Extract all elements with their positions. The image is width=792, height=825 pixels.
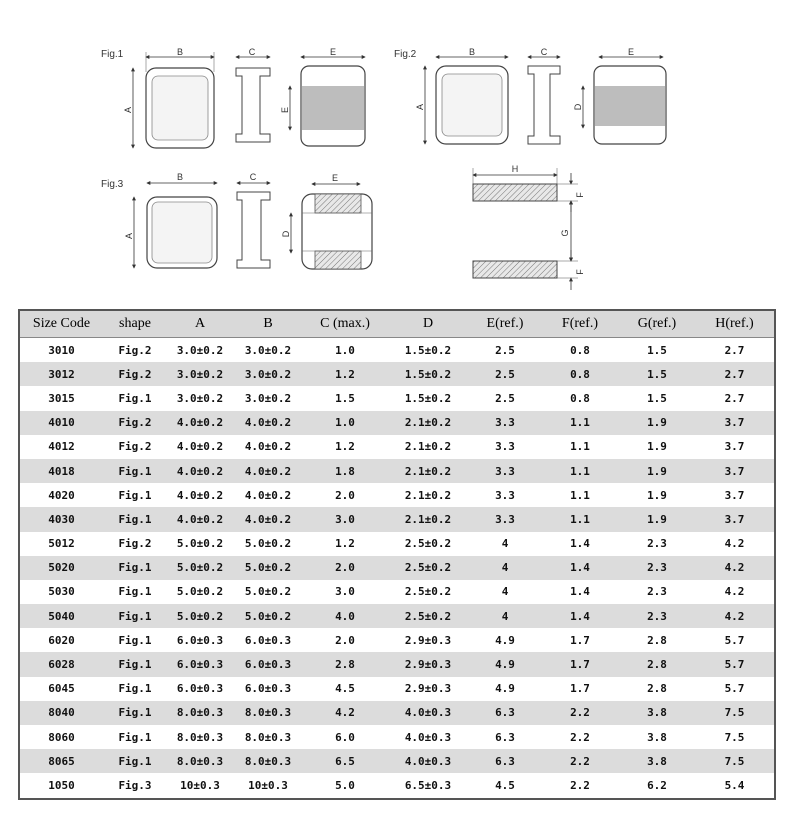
cell-c: 6.0 — [303, 725, 387, 749]
fig2-side-view — [528, 66, 560, 144]
table-row — [19, 507, 775, 531]
fig3-drawing — [101, 172, 372, 269]
spec-table — [18, 309, 776, 800]
cell-e: 4.5 — [469, 773, 541, 798]
cell-shape: Fig.1 — [103, 725, 167, 749]
cell-h: 2.7 — [695, 338, 775, 363]
cell-e: 3.3 — [469, 435, 541, 459]
cell-h: 7.5 — [695, 725, 775, 749]
cell-a: 3.0±0.2 — [167, 362, 233, 386]
cell-e: 4.9 — [469, 628, 541, 652]
cell-e: 4.9 — [469, 652, 541, 676]
cell-g: 2.3 — [619, 580, 695, 604]
cell-a: 3.0±0.2 — [167, 338, 233, 363]
cell-shape: Fig.2 — [103, 362, 167, 386]
cell-c: 3.0 — [303, 580, 387, 604]
cell-h: 3.7 — [695, 483, 775, 507]
fig2-dim-b: B — [468, 47, 476, 57]
cell-c: 1.0 — [303, 411, 387, 435]
table-row — [19, 701, 775, 725]
bottom-pad — [473, 261, 557, 278]
table-row — [19, 725, 775, 749]
cell-g: 1.9 — [619, 411, 695, 435]
fig1-dim-side: E — [280, 106, 290, 114]
col-header-f: F(ref.) — [541, 310, 619, 338]
cell-f: 0.8 — [541, 338, 619, 363]
pad-dim-f-top: F — [575, 192, 585, 198]
cell-h: 5.7 — [695, 628, 775, 652]
cell-c: 4.5 — [303, 677, 387, 701]
cell-f: 1.4 — [541, 604, 619, 628]
cell-e: 6.3 — [469, 701, 541, 725]
table-row — [19, 386, 775, 410]
cell-c: 1.0 — [303, 338, 387, 363]
cell-c: 6.5 — [303, 749, 387, 773]
fig2-drawing — [394, 47, 666, 144]
cell-shape: Fig.1 — [103, 556, 167, 580]
cell-c: 4.0 — [303, 604, 387, 628]
cell-e: 4.9 — [469, 677, 541, 701]
cell-size-code: 8065 — [19, 749, 103, 773]
cell-a: 10±0.3 — [167, 773, 233, 798]
table-row — [19, 749, 775, 773]
cell-a: 4.0±0.2 — [167, 483, 233, 507]
fig3-dim-d: D — [281, 230, 291, 238]
cell-shape: Fig.1 — [103, 580, 167, 604]
cell-g: 6.2 — [619, 773, 695, 798]
table-row — [19, 338, 775, 363]
cell-d: 4.0±0.3 — [387, 725, 469, 749]
cell-f: 1.7 — [541, 677, 619, 701]
cell-b: 3.0±0.2 — [233, 362, 303, 386]
cell-h: 5.4 — [695, 773, 775, 798]
cell-h: 3.7 — [695, 435, 775, 459]
land-pattern-drawing — [473, 164, 585, 290]
cell-a: 4.0±0.2 — [167, 507, 233, 531]
table-row — [19, 677, 775, 701]
cell-c: 1.2 — [303, 532, 387, 556]
cell-shape: Fig.1 — [103, 749, 167, 773]
cell-b: 4.0±0.2 — [233, 411, 303, 435]
cell-d: 2.9±0.3 — [387, 652, 469, 676]
cell-shape: Fig.1 — [103, 652, 167, 676]
cell-c: 1.8 — [303, 459, 387, 483]
cell-size-code: 4018 — [19, 459, 103, 483]
table-row — [19, 556, 775, 580]
cell-size-code: 4030 — [19, 507, 103, 531]
cell-size-code: 8060 — [19, 725, 103, 749]
cell-g: 2.3 — [619, 532, 695, 556]
cell-f: 2.2 — [541, 725, 619, 749]
col-header-size-code: Size Code — [19, 310, 103, 338]
cell-g: 1.9 — [619, 435, 695, 459]
cell-e: 3.3 — [469, 483, 541, 507]
cell-d: 2.1±0.2 — [387, 459, 469, 483]
cell-h: 3.7 — [695, 507, 775, 531]
cell-b: 6.0±0.3 — [233, 677, 303, 701]
cell-a: 8.0±0.3 — [167, 725, 233, 749]
fig3-label: Fig.3 — [101, 179, 124, 190]
cell-b: 4.0±0.2 — [233, 435, 303, 459]
cell-d: 1.5±0.2 — [387, 362, 469, 386]
cell-h: 7.5 — [695, 749, 775, 773]
fig3-side-view — [237, 192, 270, 268]
spec-table-body — [19, 338, 775, 799]
cell-d: 2.9±0.3 — [387, 677, 469, 701]
cell-g: 3.8 — [619, 701, 695, 725]
cell-b: 3.0±0.2 — [233, 338, 303, 363]
cell-e: 2.5 — [469, 362, 541, 386]
cell-g: 1.5 — [619, 338, 695, 363]
cell-size-code: 5020 — [19, 556, 103, 580]
fig3-dim-a: A — [124, 232, 134, 240]
cell-b: 6.0±0.3 — [233, 628, 303, 652]
cell-e: 4 — [469, 532, 541, 556]
cell-d: 2.1±0.2 — [387, 435, 469, 459]
cell-a: 4.0±0.2 — [167, 435, 233, 459]
cell-g: 1.9 — [619, 459, 695, 483]
cell-c: 2.0 — [303, 483, 387, 507]
cell-d: 2.1±0.2 — [387, 483, 469, 507]
cell-d: 2.5±0.2 — [387, 604, 469, 628]
cell-shape: Fig.3 — [103, 773, 167, 798]
cell-g: 3.8 — [619, 749, 695, 773]
cell-g: 3.8 — [619, 725, 695, 749]
cell-e: 2.5 — [469, 386, 541, 410]
cell-e: 6.3 — [469, 749, 541, 773]
cell-a: 6.0±0.3 — [167, 628, 233, 652]
table-row — [19, 362, 775, 386]
cell-f: 2.2 — [541, 749, 619, 773]
cell-shape: Fig.1 — [103, 459, 167, 483]
cell-c: 2.0 — [303, 628, 387, 652]
cell-h: 5.7 — [695, 652, 775, 676]
cell-b: 6.0±0.3 — [233, 652, 303, 676]
cell-d: 4.0±0.3 — [387, 701, 469, 725]
cell-a: 6.0±0.3 — [167, 652, 233, 676]
cell-c: 1.2 — [303, 435, 387, 459]
cell-f: 1.1 — [541, 507, 619, 531]
cell-a: 3.0±0.2 — [167, 386, 233, 410]
cell-shape: Fig.2 — [103, 338, 167, 363]
cell-d: 4.0±0.3 — [387, 749, 469, 773]
cell-a: 5.0±0.2 — [167, 532, 233, 556]
col-header-b: B — [233, 310, 303, 338]
cell-d: 1.5±0.2 — [387, 386, 469, 410]
cell-g: 2.8 — [619, 652, 695, 676]
cell-f: 1.7 — [541, 652, 619, 676]
cell-b: 10±0.3 — [233, 773, 303, 798]
cell-size-code: 1050 — [19, 773, 103, 798]
cell-c: 2.0 — [303, 556, 387, 580]
cell-e: 3.3 — [469, 459, 541, 483]
cell-f: 1.4 — [541, 556, 619, 580]
pad-dim-g: G — [560, 229, 570, 237]
cell-f: 2.2 — [541, 701, 619, 725]
cell-f: 1.4 — [541, 580, 619, 604]
cell-a: 4.0±0.2 — [167, 459, 233, 483]
cell-a: 5.0±0.2 — [167, 604, 233, 628]
cell-d: 1.5±0.2 — [387, 338, 469, 363]
cell-h: 4.2 — [695, 604, 775, 628]
col-header-g: G(ref.) — [619, 310, 695, 338]
fig1-drawing — [101, 47, 365, 148]
fig3-dim-e: E — [331, 173, 339, 183]
table-row — [19, 773, 775, 798]
cell-a: 5.0±0.2 — [167, 556, 233, 580]
table-row — [19, 411, 775, 435]
cell-d: 6.5±0.3 — [387, 773, 469, 798]
fig2-dim-c: C — [540, 47, 548, 57]
fig2-dim-e: E — [627, 47, 635, 57]
cell-size-code: 3010 — [19, 338, 103, 363]
cell-size-code: 6020 — [19, 628, 103, 652]
cell-h: 4.2 — [695, 532, 775, 556]
cell-h: 4.2 — [695, 556, 775, 580]
table-row — [19, 435, 775, 459]
pad-dim-h: H — [511, 164, 519, 174]
fig2-label: Fig.2 — [394, 49, 417, 60]
cell-c: 1.2 — [303, 362, 387, 386]
cell-size-code: 6028 — [19, 652, 103, 676]
cell-e: 2.5 — [469, 338, 541, 363]
fig1-dim-b: B — [176, 47, 184, 57]
pad-dim-f-bottom: F — [575, 269, 585, 275]
table-row — [19, 580, 775, 604]
fig1-label: Fig.1 — [101, 49, 124, 60]
cell-c: 5.0 — [303, 773, 387, 798]
cell-g: 2.3 — [619, 556, 695, 580]
cell-b: 4.0±0.2 — [233, 507, 303, 531]
cell-f: 1.1 — [541, 411, 619, 435]
cell-d: 2.5±0.2 — [387, 556, 469, 580]
fig3-dim-c: C — [249, 172, 257, 182]
col-header-a: A — [167, 310, 233, 338]
header-row — [19, 310, 775, 338]
fig3-dim-b: B — [176, 172, 184, 182]
cell-shape: Fig.1 — [103, 507, 167, 531]
cell-shape: Fig.1 — [103, 701, 167, 725]
cell-shape: Fig.2 — [103, 435, 167, 459]
fig1-dim-c: C — [248, 47, 256, 57]
cell-e: 4 — [469, 604, 541, 628]
cell-h: 4.2 — [695, 580, 775, 604]
cell-g: 2.3 — [619, 604, 695, 628]
cell-size-code: 4012 — [19, 435, 103, 459]
cell-a: 5.0±0.2 — [167, 580, 233, 604]
cell-shape: Fig.2 — [103, 411, 167, 435]
cell-b: 8.0±0.3 — [233, 725, 303, 749]
cell-size-code: 8040 — [19, 701, 103, 725]
cell-f: 0.8 — [541, 362, 619, 386]
cell-e: 3.3 — [469, 507, 541, 531]
table-row — [19, 628, 775, 652]
cell-size-code: 5040 — [19, 604, 103, 628]
cell-b: 5.0±0.2 — [233, 580, 303, 604]
cell-f: 1.1 — [541, 435, 619, 459]
cell-f: 1.1 — [541, 459, 619, 483]
cell-shape: Fig.1 — [103, 386, 167, 410]
fig1-dim-a: A — [123, 106, 133, 114]
table-row — [19, 604, 775, 628]
cell-b: 5.0±0.2 — [233, 556, 303, 580]
cell-b: 5.0±0.2 — [233, 604, 303, 628]
cell-size-code: 4010 — [19, 411, 103, 435]
cell-f: 1.1 — [541, 483, 619, 507]
cell-size-code: 6045 — [19, 677, 103, 701]
fig2-dim-d: D — [573, 103, 583, 111]
cell-b: 4.0±0.2 — [233, 459, 303, 483]
cell-c: 2.8 — [303, 652, 387, 676]
cell-g: 1.5 — [619, 386, 695, 410]
cell-h: 2.7 — [695, 386, 775, 410]
cell-size-code: 5012 — [19, 532, 103, 556]
cell-h: 3.7 — [695, 459, 775, 483]
cell-c: 1.5 — [303, 386, 387, 410]
cell-g: 1.9 — [619, 483, 695, 507]
cell-shape: Fig.1 — [103, 483, 167, 507]
cell-g: 1.9 — [619, 507, 695, 531]
cell-e: 3.3 — [469, 411, 541, 435]
cell-e: 4 — [469, 556, 541, 580]
cell-shape: Fig.1 — [103, 604, 167, 628]
cell-f: 1.7 — [541, 628, 619, 652]
table-row — [19, 459, 775, 483]
cell-c: 4.2 — [303, 701, 387, 725]
cell-b: 5.0±0.2 — [233, 532, 303, 556]
cell-d: 2.1±0.2 — [387, 411, 469, 435]
cell-h: 2.7 — [695, 362, 775, 386]
fig1-side-view — [236, 68, 270, 142]
cell-a: 6.0±0.3 — [167, 677, 233, 701]
dimension-drawings — [0, 0, 792, 310]
cell-b: 8.0±0.3 — [233, 749, 303, 773]
cell-a: 4.0±0.2 — [167, 411, 233, 435]
cell-b: 8.0±0.3 — [233, 701, 303, 725]
cell-d: 2.9±0.3 — [387, 628, 469, 652]
cell-g: 2.8 — [619, 628, 695, 652]
fig1-dim-e: E — [329, 47, 337, 57]
cell-d: 2.1±0.2 — [387, 507, 469, 531]
cell-shape: Fig.1 — [103, 628, 167, 652]
cell-d: 2.5±0.2 — [387, 532, 469, 556]
cell-a: 8.0±0.3 — [167, 749, 233, 773]
cell-f: 0.8 — [541, 386, 619, 410]
table-row — [19, 652, 775, 676]
cell-size-code: 3012 — [19, 362, 103, 386]
cell-h: 5.7 — [695, 677, 775, 701]
cell-shape: Fig.1 — [103, 677, 167, 701]
cell-h: 3.7 — [695, 411, 775, 435]
col-header-shape: shape — [103, 310, 167, 338]
col-header-d: D — [387, 310, 469, 338]
cell-c: 3.0 — [303, 507, 387, 531]
cell-size-code: 4020 — [19, 483, 103, 507]
cell-h: 7.5 — [695, 701, 775, 725]
cell-g: 2.8 — [619, 677, 695, 701]
cell-f: 2.2 — [541, 773, 619, 798]
col-header-c: C (max.) — [303, 310, 387, 338]
cell-d: 2.5±0.2 — [387, 580, 469, 604]
cell-shape: Fig.2 — [103, 532, 167, 556]
table-row — [19, 532, 775, 556]
col-header-h: H(ref.) — [695, 310, 775, 338]
table-row — [19, 483, 775, 507]
cell-e: 6.3 — [469, 725, 541, 749]
cell-b: 4.0±0.2 — [233, 483, 303, 507]
cell-size-code: 5030 — [19, 580, 103, 604]
cell-g: 1.5 — [619, 362, 695, 386]
cell-size-code: 3015 — [19, 386, 103, 410]
top-pad — [473, 184, 557, 201]
cell-e: 4 — [469, 580, 541, 604]
fig2-dim-a: A — [415, 103, 425, 111]
col-header-e: E(ref.) — [469, 310, 541, 338]
cell-b: 3.0±0.2 — [233, 386, 303, 410]
cell-f: 1.4 — [541, 532, 619, 556]
cell-a: 8.0±0.3 — [167, 701, 233, 725]
